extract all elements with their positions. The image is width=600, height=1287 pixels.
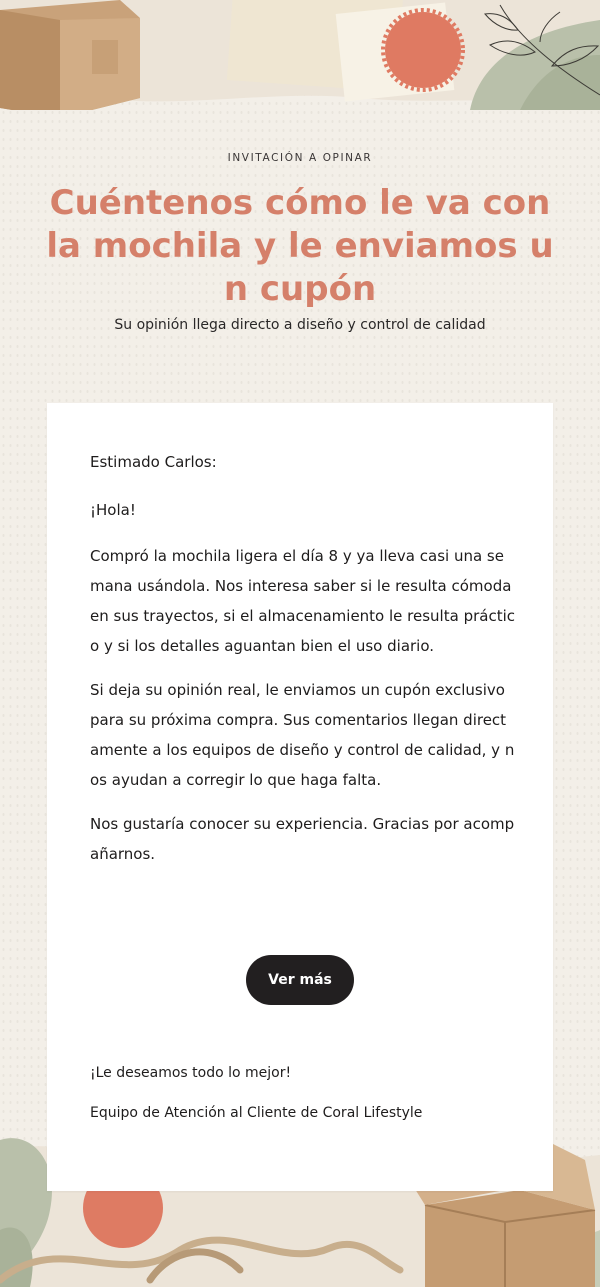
greeting: Estimado Carlos:: [90, 453, 217, 471]
cta-container: [47, 955, 553, 1005]
cardboard-box-icon: [0, 0, 140, 110]
letter-card: [47, 403, 553, 1191]
signoff: [90, 1060, 515, 1140]
signoff-wish: ¡Le deseamos todo lo mejor!: [90, 1065, 292, 1081]
page-subtitle: Su opinión llega directo a diseño y control de calidad: [114, 317, 486, 333]
letter-body: [90, 447, 515, 883]
paragraph-purchase: Compró la mochila ligera el día 8 y ya lleva casi una semana usándola. Nos interesa saber si le resulta cómoda en sus trayectos, si el almacenamiento le resulta práctico y si los detalles aguantan bien el uso diario.: [90, 547, 515, 655]
eyebrow-label: INVITACIÓN A OPINAR: [227, 152, 373, 164]
see-more-button[interactable]: Ver más: [246, 955, 354, 1005]
top-decoration: [0, 0, 600, 110]
paragraph-thanks: Nos gustaría conocer su experiencia. Gracias por acompañarnos.: [90, 815, 515, 863]
signoff-team: Equipo de Atención al Cliente de Coral Lifestyle: [90, 1105, 423, 1121]
hero-section: [0, 150, 600, 333]
hello-line: ¡Hola!: [90, 501, 136, 519]
top-decoration-art: [0, 0, 600, 110]
page-title: Cuéntenos cómo le va con la mochila y le enviamos un cupón: [46, 183, 554, 309]
paragraph-coupon: Si deja su opinión real, le enviamos un cupón exclusivo para su próxima compra. Sus comentarios llegan directamente a los equipos de diseño y control de calidad, y nos ayudan a corregir lo que haga falta.: [90, 681, 515, 789]
